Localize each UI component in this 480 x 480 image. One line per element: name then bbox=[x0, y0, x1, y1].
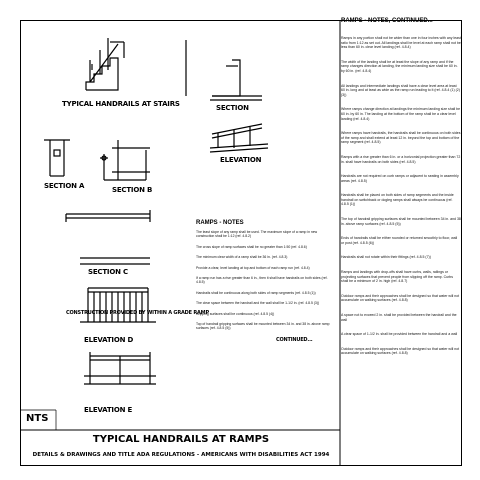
label-section-c: SECTION C bbox=[88, 268, 128, 276]
mid-note: The least slope of any ramp shall be used. The maximum slope of a ramp in new construction shall be 1:12 (ref. 4.8.2) bbox=[196, 230, 318, 239]
ramps-notes-panel bbox=[196, 220, 336, 343]
section-b-detail bbox=[100, 140, 150, 180]
mid-note: If a ramp run has a rise greater than 6 in., then it shall have handrails on both sides (ref. 4.8.5) bbox=[196, 276, 328, 285]
label-elevation-e: ELEVATION E bbox=[84, 406, 133, 414]
right-note: Ends of handrails shall be either rounded or returned smoothly to floor, wall or post (ref. 4.8.5 (6)) bbox=[341, 236, 458, 245]
bullet-note: A clear space of 1-1/2 in. shall be provided between the handrail and a wall bbox=[341, 332, 458, 337]
bullet-note: A space not to exceed 2 in. shall be provided between the handrail and the wall bbox=[341, 313, 457, 322]
label-section-a: SECTION A bbox=[44, 182, 85, 190]
stairs-detail bbox=[86, 38, 124, 90]
label-section: SECTION bbox=[216, 104, 249, 112]
ramps-notes-continued-panel bbox=[341, 18, 461, 366]
section-a-detail bbox=[44, 140, 70, 176]
label-section-b: SECTION B bbox=[112, 186, 153, 194]
right-note: Handrails shall not rotate within their fittings (ref. 4.8.5 (7)) bbox=[341, 255, 431, 260]
drawing-subtitle: DETAILS & DRAWINGS AND TITLE ADA REGULATIONS - AMERICANS WITH DISABILITIES ACT 1994 bbox=[32, 452, 330, 458]
elevation-detail bbox=[210, 124, 268, 152]
right-note: The width of the landing shall be at least the slope of any ramp and if the ramp changes direction at landing, the minimum landing size shall be 60 in. by 60 in. (ref. 4.8.4) bbox=[341, 59, 458, 73]
ramps-notes-title: RAMPS - NOTES bbox=[196, 220, 244, 226]
mid-note: Top of handrail gripping surfaces shall be mounted between 34 in. and 38 in. above ramp surfaces (ref. 4.8.5 (5)) bbox=[196, 322, 330, 331]
elevation-e-detail bbox=[84, 352, 156, 384]
mid-note: Provide a clear, level landing at top and bottom of each ramp run (ref. 4.8.4) bbox=[196, 265, 310, 270]
right-note: Ramps with a rise greater than 6 in. or a horizontal projection greater than 72 in. shall have handrails on both sides (ref. 4.8.5) bbox=[341, 154, 461, 164]
section-c-detail bbox=[66, 210, 150, 264]
mid-note: Handrails shall be continuous along both sides of ramp segments (ref. 4.8.5 (1)) bbox=[196, 290, 316, 295]
label-elevation-d: ELEVATION D bbox=[84, 336, 134, 344]
mid-note: The cross slope of ramp surfaces shall be no greater than 1:50 (ref. 4.8.6) bbox=[196, 244, 307, 249]
mid-note: Gripping surfaces shall be continuous (ref. 4.8.5 (4)) bbox=[196, 311, 275, 316]
label-elevation: ELEVATION bbox=[220, 156, 262, 164]
nts-label: NTS bbox=[26, 413, 49, 424]
right-note: Ramps and landings with drop-offs shall have curbs, walls, railings or projecting surfaces that prevent people from slipping off the ramp. Curbs shall be a minimum of 2 in. high (ref. 4.8.7) bbox=[341, 270, 453, 284]
section-profile-detail bbox=[186, 40, 262, 100]
continued-label: CONTINUED... bbox=[276, 336, 313, 343]
right-note: Handrails are not required on curb ramps or adjacent to seating in assembly areas (ref. 4.8.5) bbox=[341, 174, 459, 183]
mid-note: The minimum clear width of a ramp shall be 36 in. (ref. 4.8.3) bbox=[196, 255, 288, 260]
right-note: The top of handrail gripping surfaces shall be mounted between 34 in. and 38 in. above ramp surfaces (ref. 4.8.5 (5)) bbox=[341, 217, 461, 226]
right-note: Outdoor ramps and their approaches shall be designed so that water will not accumulate on walking surfaces (ref. 4.8.8) bbox=[341, 293, 460, 303]
right-note: Ramps in any portion shall not be wider than one in four inches with any least ratio from 1:12 as set out. All landings shall be level at each ramp shall not be less than 60 in. clear level landing (ref. 4.8.4) bbox=[341, 36, 461, 50]
right-note: Where ramps change direction at landings the minimum landing size shall be 60 in. by 60 in. The landing at the bottom of the ramp shall be a clear level landing (ref. 4.8.4) bbox=[341, 107, 461, 121]
label-typical-handrails-stairs: TYPICAL HANDRAILS AT STAIRS bbox=[62, 100, 180, 108]
notes-continued-title: RAMPS - NOTES, CONTINUED... bbox=[341, 18, 433, 24]
right-note: All landings and intermediate landings shall have a clear level area at least 60 in. long and at least as wide as the ramp run leading to it (ref. 4.8.4 (1) (2) (3)) bbox=[341, 83, 460, 97]
right-note: Where ramps have handrails, the handrails shall be continuous on both sides of the ramp and shall extend at least 12 in. beyond the top and bottom of the ramp segment (ref. 4.8.5) bbox=[341, 131, 461, 145]
drawing-title: TYPICAL HANDRAILS AT RAMPS bbox=[92, 434, 270, 445]
mid-note: The clear space between the handrail and the wall shall be 1-1/2 in. (ref. 4.8.5 (3)) bbox=[196, 301, 320, 306]
right-note: Handrails shall be placed on both sides of ramp segments and the inside handrail on switchback or dogleg ramps shall always be continuous (ref. 4.8.5 (1)) bbox=[341, 193, 454, 207]
label-elevation-d-note: CONSTRUCTION PROVIDED BY WITHIN A GRADE RAMP bbox=[66, 310, 209, 316]
elevation-d-detail bbox=[80, 288, 156, 322]
footer-note: Outdoor ramps and their approaches shall be designed so that water will not accumulate on walking surfaces (ref. 4.8.8) bbox=[341, 346, 460, 356]
